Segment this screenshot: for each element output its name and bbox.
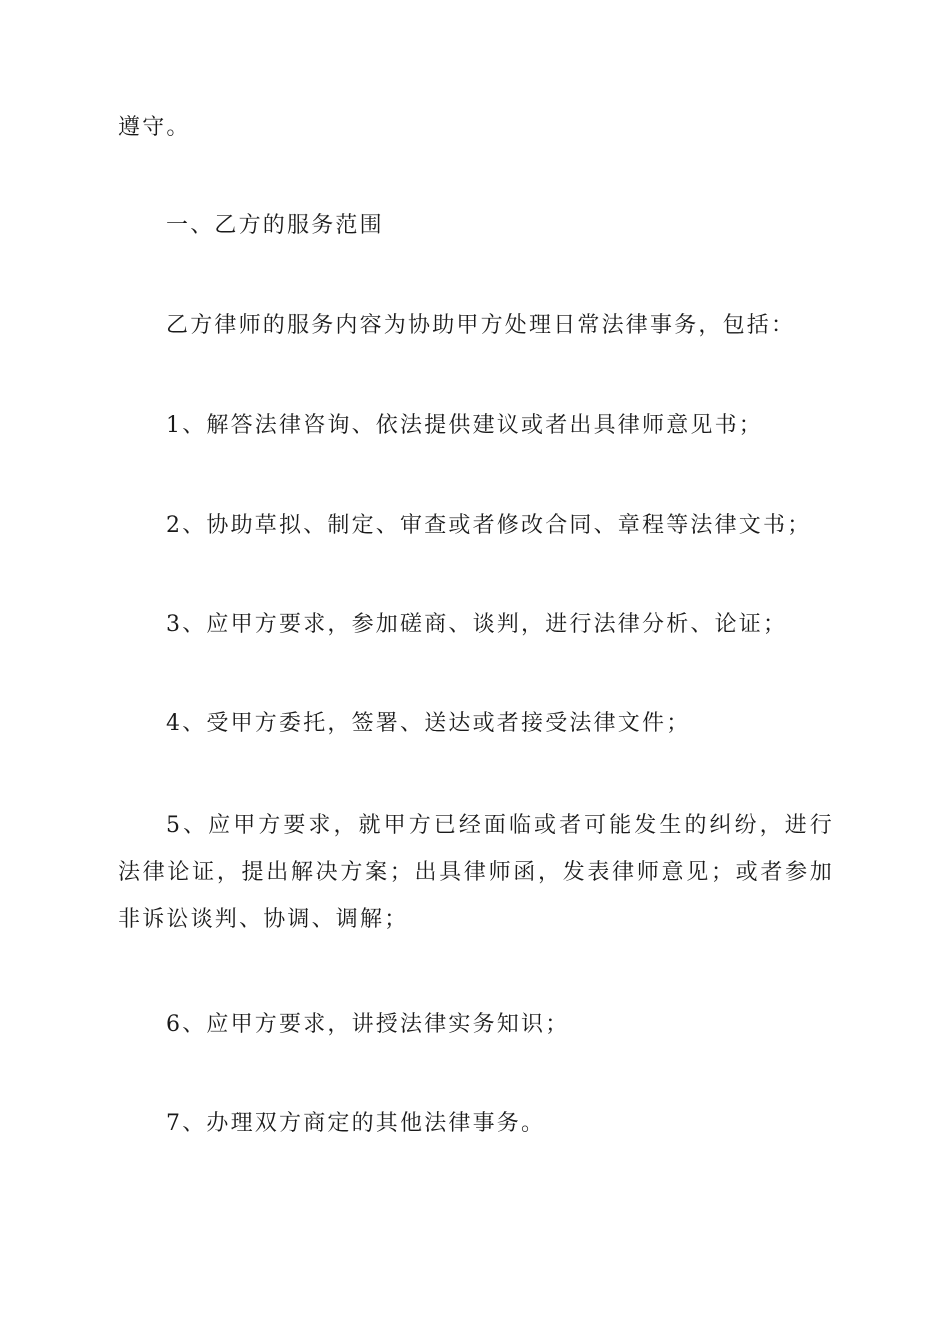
list-item: 1、解答法律咨询、依法提供建议或者出具律师意见书； — [166, 413, 763, 438]
list-item: 4、受甲方委托，签署、送达或者接受法律文件； — [166, 711, 691, 736]
list-item: 2、协助草拟、制定、审查或者修改合同、章程等法律文书； — [166, 513, 812, 538]
intro-paragraph: 乙方律师的服务内容为协助甲方处理日常法律事务，包括： — [166, 313, 796, 338]
list-item: 7、办理双方商定的其他法律事务。 — [166, 1111, 546, 1136]
continuation-text: 遵守。 — [118, 115, 191, 140]
section-heading: 一、乙方的服务范围 — [166, 213, 384, 238]
list-item: 6、应甲方要求，讲授法律实务知识； — [166, 1012, 570, 1037]
list-item: 3、应甲方要求，参加磋商、谈判，进行法律分析、论证； — [166, 612, 788, 637]
list-item: 5、应甲方要求，就甲方已经面临或者可能发生的纠纷，进行法律论证，提出解决方案；出具律师函，发表律师意见；或者参加非诉讼谈判、协调、调解； — [118, 813, 834, 932]
